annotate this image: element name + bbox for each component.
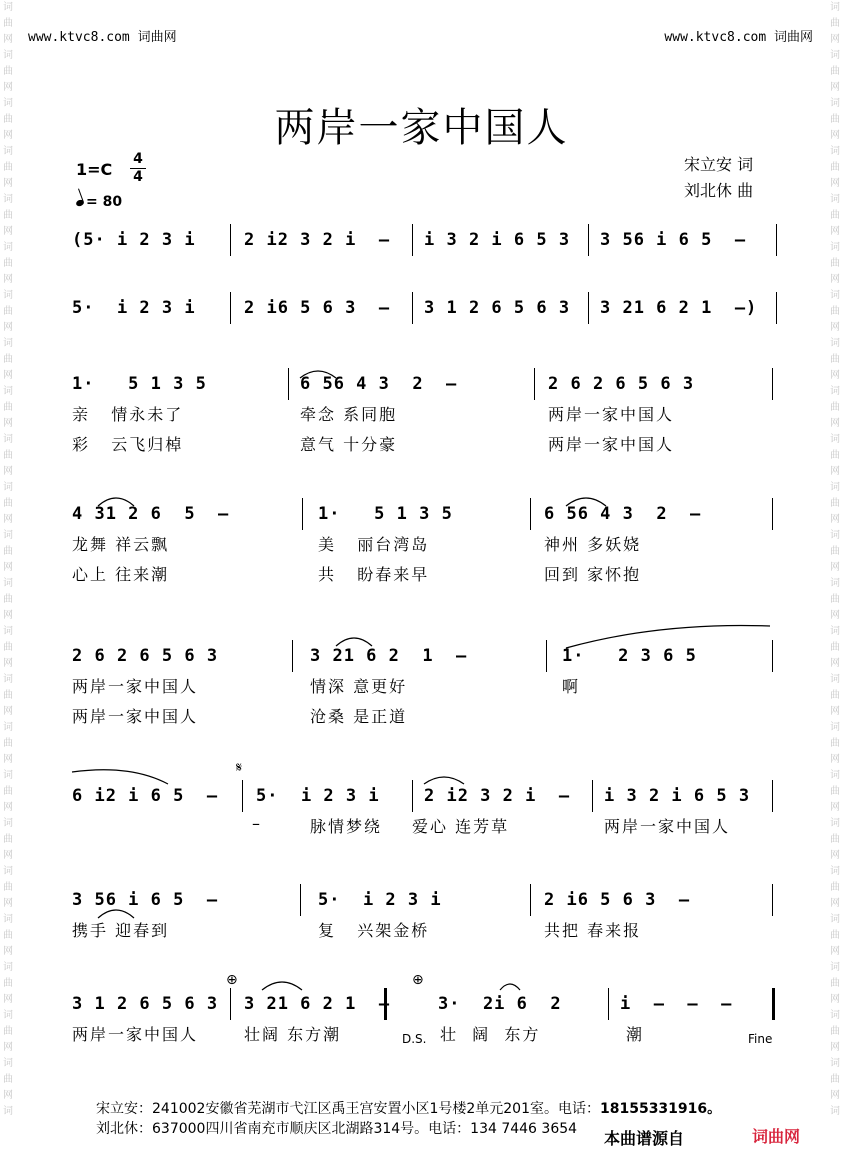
side-watermark-char: 曲 <box>830 354 840 365</box>
side-watermark-char: 词 <box>3 674 13 685</box>
side-watermark-char: 曲 <box>3 66 13 77</box>
measure-notes: 3 1 2 6 5 6 3 <box>72 994 219 1014</box>
side-watermark-char: 词 <box>830 434 840 445</box>
side-watermark-char: 网 <box>830 466 840 477</box>
barline <box>588 292 589 324</box>
side-watermark-char: 曲 <box>3 450 13 461</box>
measure-notes: 6 56 4 3 2 – <box>544 504 702 524</box>
side-watermark-char: 词 <box>830 674 840 685</box>
side-watermark-char: 曲 <box>3 930 13 941</box>
side-watermark-char: 词 <box>3 1106 13 1117</box>
side-watermark-char: 曲 <box>830 162 840 173</box>
side-watermark-char: 词 <box>830 146 840 157</box>
contact-lyricist: 宋立安：241002安徽省芜湖市弋江区禹王宫安置小区1号楼2单元201室。电话：18155331916。 <box>96 1101 722 1117</box>
side-watermark-char: 网 <box>830 130 840 141</box>
side-watermark-char: 曲 <box>3 642 13 653</box>
score-line <box>0 502 843 584</box>
side-watermark-char: 曲 <box>830 450 840 461</box>
side-watermark-char: 网 <box>830 1090 840 1101</box>
side-watermark-char: 网 <box>830 514 840 525</box>
site-header-right[interactable]: www.ktvc8.com 词曲网 <box>664 30 813 45</box>
side-watermark-char: 网 <box>830 946 840 957</box>
side-watermark-char: 曲 <box>3 210 13 221</box>
measure-notes: i 3 2 i 6 5 3 <box>424 230 571 250</box>
side-watermark-char: 网 <box>3 418 13 429</box>
side-watermark-char: 词 <box>3 482 13 493</box>
side-watermark-char: 曲 <box>3 786 13 797</box>
side-watermark-char: 词 <box>3 914 13 925</box>
key-signature: 1=C <box>76 160 113 179</box>
side-watermark-char: 词 <box>830 1106 840 1117</box>
measure-notes: 3 1 2 6 5 6 3 <box>424 298 571 318</box>
slur <box>262 982 302 990</box>
lyric-verse-1: – <box>252 814 262 833</box>
side-watermark-char: 词 <box>3 626 13 637</box>
side-watermark-char: 词 <box>830 194 840 205</box>
side-watermark-char: 曲 <box>3 738 13 749</box>
side-watermark-char: 词 <box>830 626 840 637</box>
side-watermark-char: 网 <box>3 130 13 141</box>
side-watermark-char: 曲 <box>3 882 13 893</box>
side-watermark-char: 词 <box>830 1010 840 1021</box>
side-watermark-char: 网 <box>830 418 840 429</box>
barline <box>772 884 773 916</box>
barline <box>412 780 413 812</box>
measure-notes: 2 i2 3 2 i – <box>244 230 391 250</box>
contact-composer: 刘北休：637000四川省南充市顺庆区北湖路314号。电话：134 7446 3654 <box>96 1121 578 1137</box>
side-watermark-char: 网 <box>3 274 13 285</box>
barline <box>776 292 777 324</box>
barline <box>412 292 413 324</box>
measure-notes: 3 56 i 6 5 – <box>600 230 747 250</box>
side-watermark-char: 网 <box>830 562 840 573</box>
side-watermark-char: 词 <box>830 1058 840 1069</box>
side-watermark-char: 词 <box>3 722 13 733</box>
measure-notes: 4 31 2 6 5 – <box>72 504 230 524</box>
lyric-verse-1: 龙舞 祥云飘 <box>72 535 170 554</box>
side-watermark-char: 网 <box>830 226 840 237</box>
barline <box>772 498 773 530</box>
quarter-note-icon <box>75 199 85 207</box>
side-watermark-char: 曲 <box>3 834 13 845</box>
side-watermark-char: 网 <box>830 1042 840 1053</box>
side-watermark-char: 词 <box>830 530 840 541</box>
side-watermark-char: 曲 <box>830 834 840 845</box>
lyric-verse-1: 两岸一家中国人 <box>72 1025 199 1044</box>
side-watermark-char: 曲 <box>830 402 840 413</box>
side-watermark-char: 网 <box>3 610 13 621</box>
side-watermark-char: 曲 <box>3 354 13 365</box>
side-watermark-char: 曲 <box>830 66 840 77</box>
side-watermark-char: 网 <box>830 850 840 861</box>
side-watermark-char: 网 <box>3 658 13 669</box>
side-watermark-char: 网 <box>830 34 840 45</box>
barline <box>588 224 589 256</box>
lyric-verse-2: 彩 云飞归棹 <box>72 435 184 454</box>
lyric-verse-1: 复 兴架金桥 <box>318 921 430 940</box>
barline <box>592 780 593 812</box>
side-watermark-char: 曲 <box>3 1026 13 1037</box>
side-watermark-char: 词 <box>3 1010 13 1021</box>
side-watermark-char: 网 <box>3 226 13 237</box>
measure-notes: 5· i 2 3 i <box>256 786 380 806</box>
brand-logo[interactable]: 词曲网 <box>752 1127 801 1146</box>
lyric-verse-1: 共把 春来报 <box>544 921 642 940</box>
lyric-verse-2: 两岸一家中国人 <box>548 435 675 454</box>
side-watermark-char: 词 <box>830 290 840 301</box>
score-line <box>0 372 843 454</box>
side-watermark-char: 曲 <box>830 1026 840 1037</box>
side-watermark-char: 曲 <box>830 978 840 989</box>
barline <box>530 884 531 916</box>
side-watermark-char: 网 <box>830 994 840 1005</box>
side-watermark-char: 曲 <box>830 114 840 125</box>
side-watermark-char: 网 <box>3 562 13 573</box>
side-watermark-char: 曲 <box>830 642 840 653</box>
side-watermark-char: 词 <box>3 962 13 973</box>
side-watermark-char: 词 <box>830 98 840 109</box>
side-watermark-char: 网 <box>830 322 840 333</box>
score-line <box>0 888 843 940</box>
side-watermark-char: 词 <box>830 722 840 733</box>
side-watermark-char: 曲 <box>830 18 840 29</box>
measure-notes: 5· i 2 3 i <box>318 890 442 910</box>
barline <box>534 368 535 400</box>
side-watermark-char: 网 <box>830 370 840 381</box>
barline <box>292 640 293 672</box>
lyric-verse-1: 爱心 连芳草 <box>412 817 510 836</box>
lyric-verse-1: 两岸一家中国人 <box>604 817 731 836</box>
side-watermark-char: 词 <box>3 338 13 349</box>
side-watermark-char: 曲 <box>3 306 13 317</box>
lyric-verse-1: 壮 阔 东方 <box>440 1025 541 1044</box>
side-watermark-char: 词 <box>830 866 840 877</box>
barline <box>776 224 777 256</box>
side-watermark-char: 网 <box>830 658 840 669</box>
score-line <box>0 228 843 268</box>
side-watermark-char: 词 <box>3 1058 13 1069</box>
side-watermark-char: 词 <box>3 2 13 13</box>
slur <box>424 777 464 784</box>
lyric-verse-2: 沧桑 是正道 <box>310 707 408 726</box>
side-watermark-char: 词 <box>3 290 13 301</box>
side-watermark-char: 曲 <box>3 114 13 125</box>
barline <box>384 988 387 1020</box>
barline <box>772 640 773 672</box>
lyric-verse-1: 亲 情永未了 <box>72 405 184 424</box>
lyric-verse-2: 心上 往来潮 <box>72 565 170 584</box>
side-watermark-char: 曲 <box>3 402 13 413</box>
side-watermark-char: 词 <box>3 386 13 397</box>
lyric-verse-2: 共 盼春来早 <box>318 565 430 584</box>
barline <box>772 988 775 1020</box>
side-watermark-char: 网 <box>830 706 840 717</box>
side-watermark-char: 词 <box>830 482 840 493</box>
side-watermark-char: 词 <box>830 578 840 589</box>
measure-notes: 1· 5 1 3 5 <box>72 374 207 394</box>
side-watermark-char: 词 <box>3 770 13 781</box>
barline <box>302 498 303 530</box>
side-watermark-char: 词 <box>830 962 840 973</box>
side-watermark-char: 网 <box>830 802 840 813</box>
barline <box>230 224 231 256</box>
side-watermark-char: 网 <box>830 898 840 909</box>
side-watermark-char: 词 <box>3 578 13 589</box>
side-watermark-char: 曲 <box>830 786 840 797</box>
side-watermark-char: 词 <box>3 866 13 877</box>
side-watermark-char: 网 <box>3 466 13 477</box>
measure-notes: 3 21 6 2 1 – <box>310 646 468 666</box>
side-watermark-char: 曲 <box>3 162 13 173</box>
side-watermark-char: 网 <box>3 514 13 525</box>
side-watermark-char: 网 <box>3 178 13 189</box>
side-watermark-char: 网 <box>3 994 13 1005</box>
side-watermark-char: 曲 <box>3 690 13 701</box>
slur <box>500 984 520 990</box>
measure-notes: 3· 2i 6 2 <box>438 994 562 1014</box>
measure-notes: 2 6 2 6 5 6 3 <box>548 374 695 394</box>
lyric-verse-1: 神州 多妖娆 <box>544 535 642 554</box>
measure-notes: 3 21 6 2 1 – <box>244 994 391 1014</box>
lyric-verse-1: 壮阔 东方潮 <box>244 1025 342 1044</box>
barline <box>230 988 231 1020</box>
barline <box>242 780 243 812</box>
ds-mark: D.S. <box>402 1032 427 1046</box>
segno-mark: 𝄋 <box>236 760 243 776</box>
side-watermark-char: 词 <box>3 242 13 253</box>
measure-notes: 6 i2 i 6 5 – <box>72 786 219 806</box>
side-watermark-char: 曲 <box>830 258 840 269</box>
side-watermark-char: 词 <box>830 242 840 253</box>
measure-notes: 3 56 i 6 5 – <box>72 890 219 910</box>
measure-notes: i – – – <box>620 994 733 1014</box>
barline <box>530 498 531 530</box>
lyricist-credit: 宋立安 词 <box>684 155 754 174</box>
barline <box>288 368 289 400</box>
measure-notes: i 3 2 i 6 5 3 <box>604 786 751 806</box>
side-watermark-char: 词 <box>830 50 840 61</box>
lyric-verse-1: 啊 <box>562 677 581 696</box>
lyric-verse-2: 意气 十分豪 <box>300 435 398 454</box>
lyric-verse-2: 回到 家怀抱 <box>544 565 642 584</box>
side-watermark-char: 网 <box>3 898 13 909</box>
side-watermark-char: 网 <box>830 178 840 189</box>
score-line <box>0 784 843 836</box>
side-watermark-char: 曲 <box>830 594 840 605</box>
side-watermark-char: 词 <box>830 386 840 397</box>
side-watermark-char: 网 <box>830 754 840 765</box>
measure-notes: (5· i 2 3 i <box>72 230 196 250</box>
side-watermark-char: 网 <box>3 1042 13 1053</box>
side-watermark-char: 词 <box>830 2 840 13</box>
barline <box>546 640 547 672</box>
barline <box>300 884 301 916</box>
side-watermark-char: 词 <box>3 98 13 109</box>
side-watermark-char: 网 <box>3 850 13 861</box>
side-watermark-char: 网 <box>3 370 13 381</box>
fine-mark: Fine <box>748 1032 773 1046</box>
side-watermark-char: 词 <box>3 146 13 157</box>
side-watermark-char: 曲 <box>830 930 840 941</box>
side-watermark-char: 网 <box>830 82 840 93</box>
side-watermark-char: 曲 <box>830 498 840 509</box>
side-watermark-char: 词 <box>3 530 13 541</box>
barline <box>772 368 773 400</box>
measure-notes: 2 i6 5 6 3 – <box>544 890 691 910</box>
side-watermark-char: 词 <box>830 914 840 925</box>
tie <box>72 770 168 784</box>
site-header-left[interactable]: www.ktvc8.com 词曲网 <box>28 30 177 45</box>
side-watermark-char: 曲 <box>3 18 13 29</box>
side-watermark-char: 曲 <box>830 1074 840 1085</box>
side-watermark-char: 网 <box>3 754 13 765</box>
time-signature: 4 4 <box>130 152 146 185</box>
side-watermark-char: 曲 <box>830 546 840 557</box>
side-watermark-char: 网 <box>3 1090 13 1101</box>
measure-notes: 2 i2 3 2 i – <box>424 786 571 806</box>
side-watermark-char: 词 <box>3 818 13 829</box>
side-watermark-char: 网 <box>830 274 840 285</box>
song-title: 两岸一家中国人 <box>274 105 569 151</box>
measure-notes: 1· 5 1 3 5 <box>318 504 453 524</box>
coda-mark-1: ⊕ <box>226 972 238 988</box>
side-watermark-char: 网 <box>3 34 13 45</box>
side-watermark-char: 曲 <box>830 210 840 221</box>
side-watermark-char: 曲 <box>830 738 840 749</box>
barline <box>230 292 231 324</box>
side-watermark-char: 网 <box>830 610 840 621</box>
side-watermark-char: 网 <box>3 946 13 957</box>
side-watermark-char: 曲 <box>3 546 13 557</box>
side-watermark-char: 词 <box>830 818 840 829</box>
lyric-verse-1: 潮 <box>626 1025 645 1044</box>
measure-notes: 3 21 6 2 1 –) <box>600 298 758 318</box>
measure-notes: 2 i6 5 6 3 – <box>244 298 391 318</box>
measure-notes: 1· 2 3 6 5 <box>562 646 697 666</box>
side-watermark-char: 曲 <box>3 498 13 509</box>
lyric-verse-1: 牵念 系同胞 <box>300 405 398 424</box>
lyric-verse-1: 脉情梦绕 <box>310 817 383 836</box>
barline <box>412 224 413 256</box>
lyric-verse-1: 情深 意更好 <box>310 677 408 696</box>
side-watermark-char: 曲 <box>3 594 13 605</box>
side-watermark-char: 网 <box>3 706 13 717</box>
lyric-verse-1: 携手 迎春到 <box>72 921 170 940</box>
side-watermark-char: 词 <box>830 770 840 781</box>
score-line <box>0 644 843 726</box>
side-watermark-char: 曲 <box>3 258 13 269</box>
side-watermark-char: 网 <box>3 802 13 813</box>
side-watermark-char: 曲 <box>830 882 840 893</box>
side-watermark-char: 词 <box>3 194 13 205</box>
side-watermark-char: 词 <box>3 434 13 445</box>
side-watermark-char: 曲 <box>3 978 13 989</box>
source-label: 本曲谱源自 <box>604 1129 685 1148</box>
tempo-marking: = 80 <box>76 194 122 210</box>
barline <box>608 988 609 1020</box>
side-watermark-char: 曲 <box>830 306 840 317</box>
barline <box>772 780 773 812</box>
side-watermark-char: 曲 <box>3 1074 13 1085</box>
lyric-verse-2: 两岸一家中国人 <box>72 707 199 726</box>
lyric-verse-1: 两岸一家中国人 <box>72 677 199 696</box>
side-watermark-char: 词 <box>3 50 13 61</box>
lyric-verse-1: 美 丽台湾岛 <box>318 535 430 554</box>
coda-mark-2: ⊕ <box>412 972 424 988</box>
measure-notes: 5· i 2 3 i <box>72 298 196 318</box>
side-watermark-char: 曲 <box>830 690 840 701</box>
measure-notes: 6 56 4 3 2 – <box>300 374 458 394</box>
lyric-verse-1: 两岸一家中国人 <box>548 405 675 424</box>
side-watermark-char: 词 <box>830 338 840 349</box>
measure-notes: 2 6 2 6 5 6 3 <box>72 646 219 666</box>
side-watermark-char: 网 <box>3 82 13 93</box>
side-watermark-char: 网 <box>3 322 13 333</box>
composer-credit: 刘北休 曲 <box>684 181 754 200</box>
score-line <box>0 296 843 336</box>
